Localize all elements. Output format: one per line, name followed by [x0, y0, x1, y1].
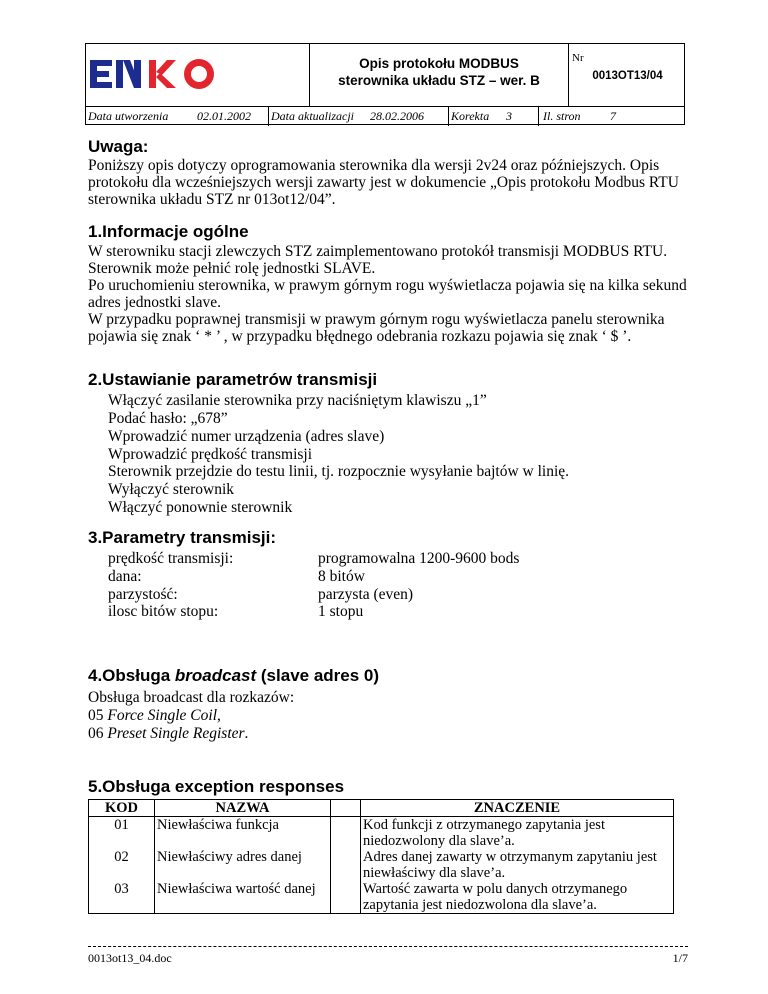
exception-table: [88, 799, 674, 914]
meta-divider: [448, 107, 449, 126]
column-header: KOD: [89, 800, 155, 817]
nr-value: 0013OT13/04: [592, 70, 663, 82]
revision-value: 3: [506, 109, 512, 123]
param-value: programowalna 1200-9600 bods: [318, 550, 520, 567]
footer-filename: 0013ot13_04.doc: [88, 951, 172, 965]
column-header-spacer: [331, 800, 361, 817]
name-cell: Niewłaściwy adres danej: [155, 849, 331, 881]
list-item: 05 Force Single Coil,: [88, 707, 221, 724]
list-item: Podać hasło: „678”: [108, 410, 228, 427]
meaning-cell: Kod funkcji z otrzymanego zapytania jest niedozwolony dla slave’a.: [361, 817, 674, 850]
name-cell: Niewłaściwa wartość danej: [155, 881, 331, 914]
param-name: prędkość transmisji:: [108, 550, 234, 567]
updated-value: 28.02.2006: [370, 109, 424, 123]
pages-value: 7: [610, 109, 616, 123]
table-row: [89, 849, 674, 881]
section-1-para-1: W sterowniku stacji zlewczych STZ zaimplementowano protokół transmisji MODBUS RTU. Sterownik może pełnić rolę jednostki SLAVE.: [88, 243, 668, 277]
revision-label: Korekta: [451, 109, 490, 123]
list-item: 06 Preset Single Register.: [88, 725, 249, 742]
enko-logo: [87, 56, 221, 92]
section-5-heading: 5.Obsługa exception responses: [88, 777, 345, 796]
param-value: 1 stopu: [318, 603, 364, 620]
pages-label: Il. stron: [543, 109, 581, 123]
meta-divider: [268, 107, 269, 126]
code-cell: 03: [89, 881, 155, 914]
param-name: parzystość:: [108, 586, 178, 603]
footer-page-number: 1/7: [672, 951, 688, 965]
section-2-heading: 2.Ustawianie parametrów transmisji: [88, 370, 378, 389]
table-header-row: [89, 800, 674, 817]
section-3-heading: 3.Parametry transmisji:: [88, 528, 277, 547]
document-title: [310, 55, 568, 89]
note-heading: Uwaga:: [88, 137, 149, 156]
list-item: Włączyć zasilanie sterownika przy naciśniętym klawiszu „1”: [108, 392, 487, 409]
meaning-cell: Adres danej zawarty w otrzymanym zapytaniu jest niewłaściwy dla slave’a.: [361, 849, 674, 881]
created-value: 02.01.2002: [197, 109, 251, 123]
param-name: dana:: [108, 568, 142, 585]
code-cell: 01: [89, 817, 155, 850]
column-header: NAZWA: [155, 800, 331, 817]
section-1-para-3: W przypadku poprawnej transmisji w prawym górnym rogu wyświetlacza panelu sterownika pojawia się znak ‘ * ’ , w przypadku błędnego odebrania rozkazu pojawia się znak ‘ $ ’.: [88, 311, 665, 345]
name-cell: Niewłaściwa funkcja: [155, 817, 331, 850]
updated-label: Data aktualizacji: [271, 109, 354, 123]
list-item: Sterownik przejdzie do testu linii, tj. rozpocznie wysyłanie bajtów w linię.: [108, 463, 570, 480]
list-item: Wyłączyć sterownik: [108, 481, 235, 498]
param-name: ilosc bitów stopu:: [108, 603, 219, 620]
code-cell: 02: [89, 849, 155, 881]
column-header: ZNACZENIE: [361, 800, 674, 817]
footer-divider: [88, 946, 688, 947]
list-item: Wprowadzić numer urządzenia (adres slave): [108, 428, 385, 445]
document-header: [85, 43, 685, 125]
title-line-2: sterownika układu STZ – wer. B: [338, 73, 540, 88]
title-line-1: Opis protokołu MODBUS: [359, 56, 519, 71]
section-1-para-2: Po uruchomieniu sterownika, w prawym górnym rogu wyświetlacza pojawia się na kilka sekund adres jednostki slave.: [88, 277, 687, 311]
note-text: Poniższy opis dotyczy oprogramowania sterownika dla wersji 2v24 oraz późniejszych. Opis protokołu dla wcześniejszych wersji zawarty jest w dokumencie „Opis protokołu Modbus RTU sterownika układu STZ nr 013ot12/04”.: [88, 157, 679, 208]
list-item: Wprowadzić prędkość transmisji: [108, 446, 313, 463]
param-value: 8 bitów: [318, 568, 365, 585]
meta-divider: [538, 107, 539, 126]
list-item: Włączyć ponownie sterownik: [108, 499, 293, 516]
section-4-intro: Obsługa broadcast dla rozkazów:: [88, 689, 295, 706]
section-4-heading: 4.Obsługa broadcast (slave adres 0): [88, 666, 380, 685]
table-row: [89, 817, 674, 850]
table-row: [89, 881, 674, 914]
created-label: Data utworzenia: [88, 109, 169, 123]
param-value: parzysta (even): [318, 586, 414, 603]
meaning-cell: Wartość zawarta w polu danych otrzymanego zapytania jest niedozwolona dla slave’a.: [361, 881, 674, 914]
nr-label: Nr: [572, 52, 584, 64]
section-1-heading: 1.Informacje ogólne: [88, 222, 249, 241]
